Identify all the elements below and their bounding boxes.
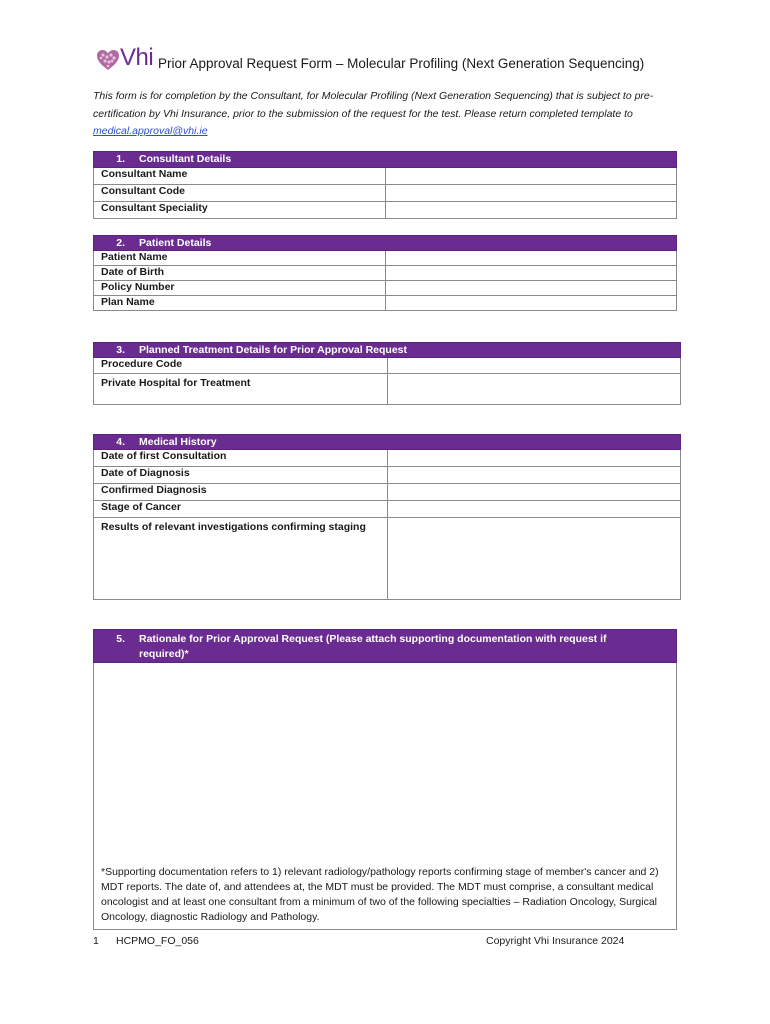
date-of-birth-field[interactable] <box>385 266 677 281</box>
field-label: Confirmed Diagnosis <box>94 484 388 501</box>
table-row <box>94 467 681 484</box>
field-label: Date of Birth <box>94 266 386 281</box>
intro-paragraph <box>93 88 678 141</box>
page-number: 1 <box>93 935 99 947</box>
table-row <box>94 202 677 219</box>
section-title: Medical History <box>139 436 217 448</box>
vhi-logo <box>96 44 156 72</box>
table-row <box>94 251 677 266</box>
consultant-name-field[interactable] <box>385 168 677 185</box>
field-label: Private Hospital for Treatment <box>101 377 251 389</box>
patient-name-field[interactable] <box>385 251 677 266</box>
section-title: Rationale for Prior Approval Request (Please attach supporting documentation with request if required)* <box>139 633 607 660</box>
section-number: 2. <box>116 237 125 249</box>
investigation-results-field[interactable] <box>387 518 681 600</box>
private-hospital-field[interactable] <box>387 374 681 405</box>
policy-number-field[interactable] <box>385 281 677 296</box>
section-title: Planned Treatment Details for Prior Approval Request <box>139 344 408 356</box>
section-number: 3. <box>116 344 125 356</box>
field-label: Consultant Name <box>94 168 386 185</box>
rationale-table <box>93 629 677 930</box>
first-consultation-date-field[interactable] <box>387 450 681 467</box>
field-label: Policy Number <box>94 281 386 296</box>
table-row <box>94 450 681 467</box>
table-row <box>94 374 681 405</box>
field-label: Procedure Code <box>94 358 388 374</box>
consultant-details-table <box>93 151 677 219</box>
section-header <box>94 152 677 168</box>
intro-text: This form is for completion by the Consultant, for Molecular Profiling (Next Generation Sequencing) that is subject to pre-certification by Vhi Insurance, prior to the submission of the request for the test. Please return completed template to <box>93 90 654 120</box>
field-label: Stage of Cancer <box>94 501 388 518</box>
field-label: Consultant Code <box>94 185 386 202</box>
section-header <box>94 630 677 663</box>
field-label: Patient Name <box>94 251 386 266</box>
rationale-field[interactable] <box>94 663 677 930</box>
heart-logo-icon <box>96 48 120 74</box>
patient-details-table <box>93 235 677 311</box>
table-row <box>94 518 681 600</box>
table-row <box>94 185 677 202</box>
section-header <box>94 435 681 450</box>
plan-name-field[interactable] <box>385 296 677 311</box>
medical-history-table <box>93 434 681 600</box>
table-row <box>94 266 677 281</box>
section-header <box>94 343 681 358</box>
table-row <box>94 358 681 374</box>
section-header <box>94 236 677 251</box>
form-code: HCPMO_FO_056 <box>116 935 199 947</box>
supporting-docs-note: *Supporting documentation refers to 1) relevant radiology/pathology reports confirming stage of member's cancer and 2) MDT reports. The date of, and attendees at, the MDT must be provided. The MDT must comprise, a consultant medical oncologist and at least one consultant from a minimum of two of the following specialties – Radiation Oncology, Surgical Oncology, diagnostic Radiology and Pathology. <box>101 866 659 923</box>
section-title: Patient Details <box>139 237 212 249</box>
email-link[interactable]: medical.approval@vhi.ie <box>93 125 208 137</box>
section-number: 4. <box>116 436 125 448</box>
field-label: Results of relevant investigations confirming staging <box>101 521 366 533</box>
table-row <box>94 484 681 501</box>
field-label: Consultant Speciality <box>94 202 386 219</box>
field-label: Plan Name <box>94 296 386 311</box>
page-title: Prior Approval Request Form – Molecular Profiling (Next Generation Sequencing) <box>158 56 645 71</box>
consultant-code-field[interactable] <box>385 185 677 202</box>
procedure-code-field[interactable] <box>387 358 681 374</box>
field-label: Date of first Consultation <box>94 450 388 467</box>
confirmed-diagnosis-field[interactable] <box>387 484 681 501</box>
page-header <box>96 42 686 76</box>
stage-of-cancer-field[interactable] <box>387 501 681 518</box>
section-number: 5. <box>116 633 125 645</box>
treatment-details-table <box>93 342 681 405</box>
copyright: Copyright Vhi Insurance 2024 <box>486 935 625 947</box>
table-row <box>94 296 677 311</box>
section-number: 1. <box>116 153 125 165</box>
table-row <box>94 168 677 185</box>
field-label: Date of Diagnosis <box>94 467 388 484</box>
diagnosis-date-field[interactable] <box>387 467 681 484</box>
consultant-speciality-field[interactable] <box>385 202 677 219</box>
section-title: Consultant Details <box>139 153 232 165</box>
logo-wordmark: Vhi <box>120 44 154 71</box>
table-row <box>94 501 681 518</box>
table-row <box>94 281 677 296</box>
rationale-body <box>94 663 677 930</box>
